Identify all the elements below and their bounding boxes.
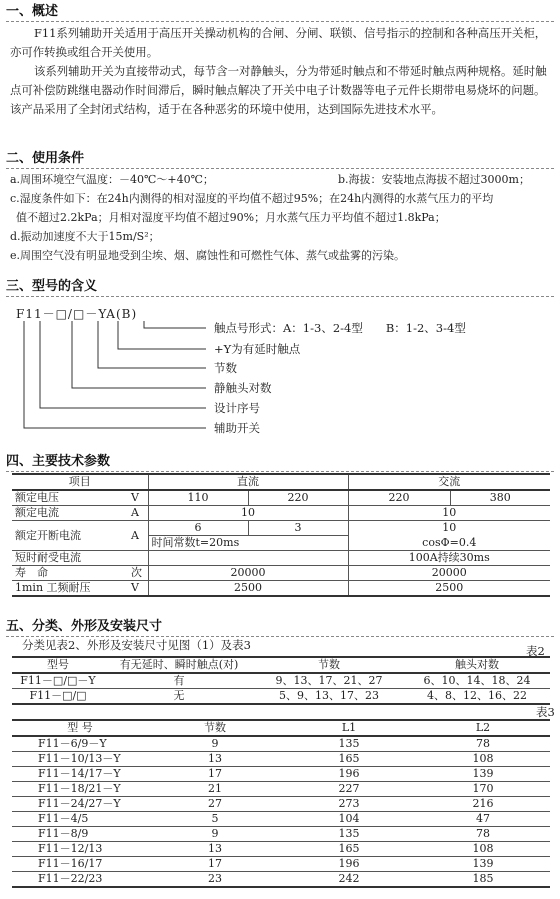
table-row: [12, 689, 550, 705]
table-3: [12, 719, 550, 888]
condition-row-ab: [10, 170, 552, 189]
cell: 139: [416, 767, 550, 782]
model-label-design-serial: 设计序号: [214, 401, 260, 415]
condition-a: a.周围环境空气温度：－40℃～+40℃；: [10, 173, 214, 186]
row-unit: A: [128, 521, 148, 551]
cell: 108: [416, 752, 550, 767]
section-4-divider: [6, 471, 554, 472]
cell: 110: [148, 490, 248, 506]
cell: 5、9、13、17、23: [254, 689, 404, 705]
table-3-label: 表3: [536, 705, 555, 719]
table-row: [12, 566, 550, 581]
table-row: [12, 767, 550, 782]
row-name: 额定电压: [12, 490, 128, 506]
cell: F11－□/□: [12, 689, 104, 705]
table-header-row: [12, 720, 550, 736]
cell: 17: [148, 767, 282, 782]
cell: 9: [148, 736, 282, 752]
tech-params-table: [12, 473, 550, 597]
cell: F11－8/9: [12, 827, 148, 842]
cell: 220: [248, 490, 348, 506]
column-header: 有无延时、瞬时触点(对): [104, 657, 254, 673]
row-name: 寿 命: [12, 566, 128, 581]
table-row: [12, 782, 550, 797]
table-row: [12, 506, 550, 521]
row-name: 额定电流: [12, 506, 128, 521]
model-code: F11－□/□－YA(B): [16, 307, 138, 321]
table-2-label: 表2: [526, 644, 545, 658]
cell: 无: [104, 689, 254, 705]
cell: [148, 551, 348, 566]
table-2: [12, 656, 550, 705]
cell: 100A持续30ms: [348, 551, 550, 566]
row-unit: V: [128, 581, 148, 597]
row-name: 额定开断电流: [12, 521, 128, 551]
cell: 139: [416, 857, 550, 872]
table-3-body: [12, 736, 550, 887]
cell: 380: [450, 490, 550, 506]
condition-b: b.海拔：安装地点海拔不超过3000m；: [338, 173, 530, 186]
section-5-intro: 分类见表2、外形及安装尺寸见图（1）及表3: [22, 638, 251, 652]
cell: 78: [416, 827, 550, 842]
cell: 2500: [148, 581, 348, 597]
cell: 220: [348, 490, 450, 506]
section-1-divider: [6, 21, 554, 22]
overview-text: [10, 24, 552, 119]
cell: 17: [148, 857, 282, 872]
overview-paragraph-1: F11系列辅助开关适用于高压开关操动机构的合闸、分闸、联锁、信号指示的控制和各种高压开关柜，亦可作转换或组合开关使用。: [10, 26, 547, 59]
column-header: 节数: [148, 720, 282, 736]
cell: 6: [148, 521, 248, 536]
table-row: [12, 490, 550, 506]
condition-c-line1: c.湿度条件如下：在24h内测得的相对湿度的平均值不超过95%；在24h内测得的水蒸气压力的平均: [10, 192, 494, 205]
cell: 2500: [348, 581, 550, 597]
condition-d: d.振动加速度不大于15m/S²；: [10, 230, 160, 243]
cell: 170: [416, 782, 550, 797]
table-row: [12, 736, 550, 752]
cell: F11－6/9－Y: [12, 736, 148, 752]
column-header: 节数: [254, 657, 404, 673]
cell: 10: [348, 506, 550, 521]
column-header: L1: [282, 720, 416, 736]
cell: F11－□/□－Y: [12, 673, 104, 689]
table-header-row: [12, 657, 550, 673]
cell: F11－22/23: [12, 872, 148, 888]
model-label-contact-type: 触点号形式：A：1-3、2-4型 B：1-2、3-4型: [214, 321, 466, 335]
table-row: [12, 551, 550, 566]
cell: F11－24/27－Y: [12, 797, 148, 812]
table-row: [12, 827, 550, 842]
row-name: 1min 工频耐压: [12, 581, 128, 597]
cell: F11－12/13: [12, 842, 148, 857]
table-row: [12, 857, 550, 872]
cell: 4、8、12、16、22: [404, 689, 550, 705]
cell: 6、10、14、18、24: [404, 673, 550, 689]
cell: 108: [416, 842, 550, 857]
cell: 165: [282, 842, 416, 857]
column-header: 型号: [12, 657, 104, 673]
table-row: [12, 812, 550, 827]
row-unit: A: [128, 506, 148, 521]
header-dc: 直流: [148, 474, 348, 490]
cell: 20000: [348, 566, 550, 581]
cell: 10: [442, 521, 457, 535]
row-name: 短时耐受电流: [12, 551, 128, 566]
table-header-row: [12, 474, 550, 490]
cell: 21: [148, 782, 282, 797]
cell: 165: [282, 752, 416, 767]
section-2-title: 二、使用条件: [6, 151, 85, 166]
table-row: [12, 797, 550, 812]
cell: 135: [282, 827, 416, 842]
table-row: [12, 673, 550, 689]
section-3-divider: [6, 296, 554, 297]
cell: 27: [148, 797, 282, 812]
cell: 185: [416, 872, 550, 888]
cell: 23: [148, 872, 282, 888]
cell: 时间常数t=20ms: [148, 536, 348, 551]
table-row: [12, 521, 550, 536]
conditions-list: [10, 170, 552, 265]
cell: F11－16/17: [12, 857, 148, 872]
cell: F11－10/13－Y: [12, 752, 148, 767]
cell: 47: [416, 812, 550, 827]
column-header: 型 号: [12, 720, 148, 736]
cell: 9: [148, 827, 282, 842]
section-3-title: 三、型号的含义: [6, 279, 98, 294]
model-meaning-diagram: [10, 305, 550, 445]
model-label-delay: +Y为有延时触点: [214, 342, 301, 356]
header-ac: 交流: [348, 474, 550, 490]
cell: 3: [248, 521, 348, 536]
cell: 104: [282, 812, 416, 827]
condition-c-line2: 值不超过2.2kPa；月相对湿度平均值不超过90%；月水蒸气压力平均值不超过1.8kPa；: [16, 211, 446, 224]
column-header: 触头对数: [404, 657, 550, 673]
cell: 13: [148, 752, 282, 767]
overview-paragraph-2: 该系列辅助开关为直接带动式，每节含一对静触头，分为带延时触点和不带延时触点两种规格。延时触点可补偿防跳继电器动作时间滞后，瞬时触点解决了开关中电子计数器等电子元件长期带电易烧坏的问题。该产品采用了全封闭式结构，适于在各种恶劣的环境中使用，达到国际先进技术水平。: [10, 64, 547, 116]
model-label-static-contacts: 静触头对数: [214, 381, 272, 395]
row-unit: [128, 551, 148, 566]
header-item: 项目: [12, 474, 148, 490]
cell: F11－14/17－Y: [12, 767, 148, 782]
cell: 273: [282, 797, 416, 812]
cell: 20000: [148, 566, 348, 581]
section-4-title: 四、主要技术参数: [6, 454, 111, 469]
cell: 216: [416, 797, 550, 812]
section-2-divider: [6, 168, 554, 169]
cell: 13: [148, 842, 282, 857]
model-label-sections: 节数: [214, 361, 237, 375]
row-unit: V: [128, 490, 148, 506]
table-row: [12, 752, 550, 767]
cell: cosΦ=0.4: [348, 536, 550, 551]
cell: 242: [282, 872, 416, 888]
row-unit: 次: [128, 566, 148, 581]
cell: 196: [282, 767, 416, 782]
cell: 196: [282, 857, 416, 872]
table-row: [12, 872, 550, 888]
cell: F11－4/5: [12, 812, 148, 827]
cell: 9、13、17、21、27: [254, 673, 404, 689]
table-row: [12, 842, 550, 857]
cell: 5: [148, 812, 282, 827]
section-5-title: 五、分类、外形及安装尺寸: [6, 619, 163, 634]
cell: 135: [282, 736, 416, 752]
cell: F11－18/21－Y: [12, 782, 148, 797]
column-header: L2: [416, 720, 550, 736]
condition-e: e.周围空气没有明显地受到尘埃、烟、腐蚀性和可燃性气体、蒸气或盐雾的污染。: [10, 249, 406, 262]
section-1-title: 一、概述: [6, 4, 59, 19]
cell: 78: [416, 736, 550, 752]
cell: 有: [104, 673, 254, 689]
cell: 10: [148, 506, 348, 521]
table-row: [12, 581, 550, 597]
cell: 227: [282, 782, 416, 797]
model-label-aux-switch: 辅助开关: [214, 421, 260, 435]
